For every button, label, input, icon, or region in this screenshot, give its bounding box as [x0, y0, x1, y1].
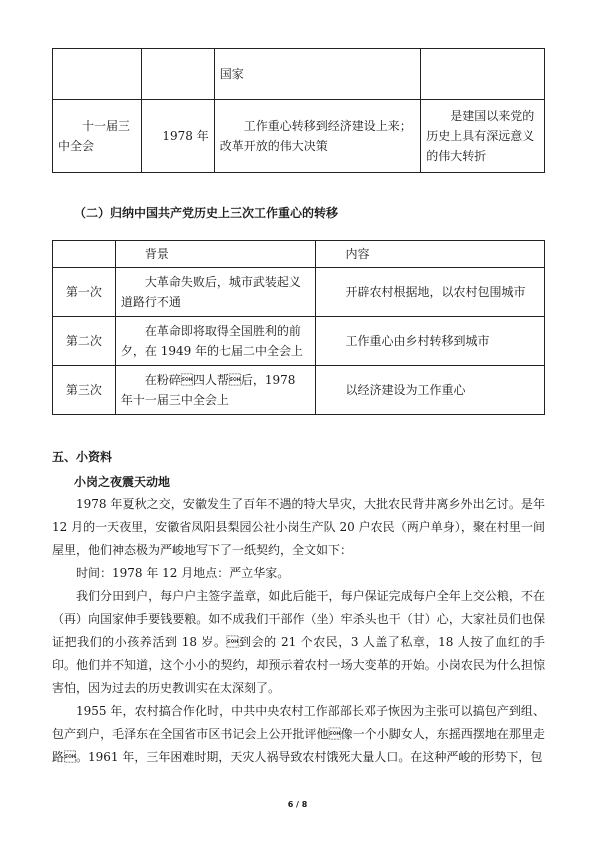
table-header-cell	[53, 241, 116, 268]
table-row	[53, 268, 545, 317]
content-cell: 工作重心转移到经济建设上来；改革开放的伟大决策	[214, 100, 420, 173]
table-cell	[141, 49, 214, 100]
significance-cell: 是建国以来党的历史上具有深远意义的伟大转折	[421, 100, 545, 173]
history-table-continued	[52, 48, 545, 173]
background-cell: 在粉碎四人帮后，1978 年十一届三中全会上	[115, 366, 316, 415]
paragraph: 时间：1978 年 12 月地点：严立华家。	[76, 566, 290, 580]
paragraph: 我们分田到户，每户户主签字盖章，如此后能干，每户保证完成每户全年上交公粮，不在（再）向国家伸手要钱要粮。如不成我们干部作（坐）牢杀头也干（甘）心，大家社员们也保证把我们的小孩养活到 18 岁。到会的 21 个农民，3 人盖了私章，18 人按了血红的手印。他们并不知道，这个小小的契约，却预示着农村一场大变革的开始。小岗农民为什么担惊害怕，因为过去的历史教训实在太深刻了。	[52, 589, 545, 695]
paragraph: 1978 年夏秋之交，安徽发生了百年不遇的特大旱灾，大批农民背井离乡外出乞讨。是年 12 月的一天夜里，安徽省凤阳县梨园公社小岗生产队 20 户农民（两户单身），聚在村里一间屋里，他们神态极为严峻地写下了一纸契约，全文如下：	[52, 497, 545, 557]
table-row	[53, 317, 545, 366]
content-cell: 工作重心由乡村转移到城市	[316, 317, 545, 366]
table-row	[53, 49, 545, 100]
table-header-cell: 背景	[115, 241, 316, 268]
page-number: 6 / 8	[287, 800, 308, 809]
article-title: 小岗之夜震天动地	[74, 475, 171, 489]
table-cell	[421, 49, 545, 100]
meeting-cell: 十一届三中全会	[53, 100, 142, 173]
row-label: 第三次	[53, 366, 116, 415]
background-cell: 在革命即将取得全国胜利的前夕，在 1949 年的七届二中全会上	[115, 317, 316, 366]
section-title: （二）归纳中国共产党历史上三次工作重心的转移	[74, 206, 339, 220]
content-cell: 以经济建设为工作重心	[316, 366, 545, 415]
article-body	[52, 493, 545, 769]
table-header-row	[53, 241, 545, 268]
row-label: 第一次	[53, 268, 116, 317]
content-cell: 开辟农村根据地，以农村包围城市	[316, 268, 545, 317]
table-row	[53, 366, 545, 415]
background-cell: 大革命失败后，城市武装起义道路行不通	[115, 268, 316, 317]
table-header-cell: 内容	[316, 241, 545, 268]
table-row	[53, 100, 545, 173]
row-label: 第二次	[53, 317, 116, 366]
table-cell	[53, 49, 142, 100]
year-cell: 1978 年	[141, 100, 214, 173]
work-focus-table	[52, 240, 545, 415]
section-heading: 五、小资料	[52, 450, 113, 464]
table-cell: 国家	[214, 49, 420, 100]
paragraph: 1955 年，农村搞合作化时，中共中央农村工作部部长邓子恢因为主张可以搞包产到组、包产到户，毛泽东在全国省市区书记会上公开批评他像一个小脚女人，东摇西摆地在那里走路。1961 年，三年困难时期，天灾人祸导致农村饿死大量人口。在这种严峻的形势下，包	[52, 704, 545, 764]
